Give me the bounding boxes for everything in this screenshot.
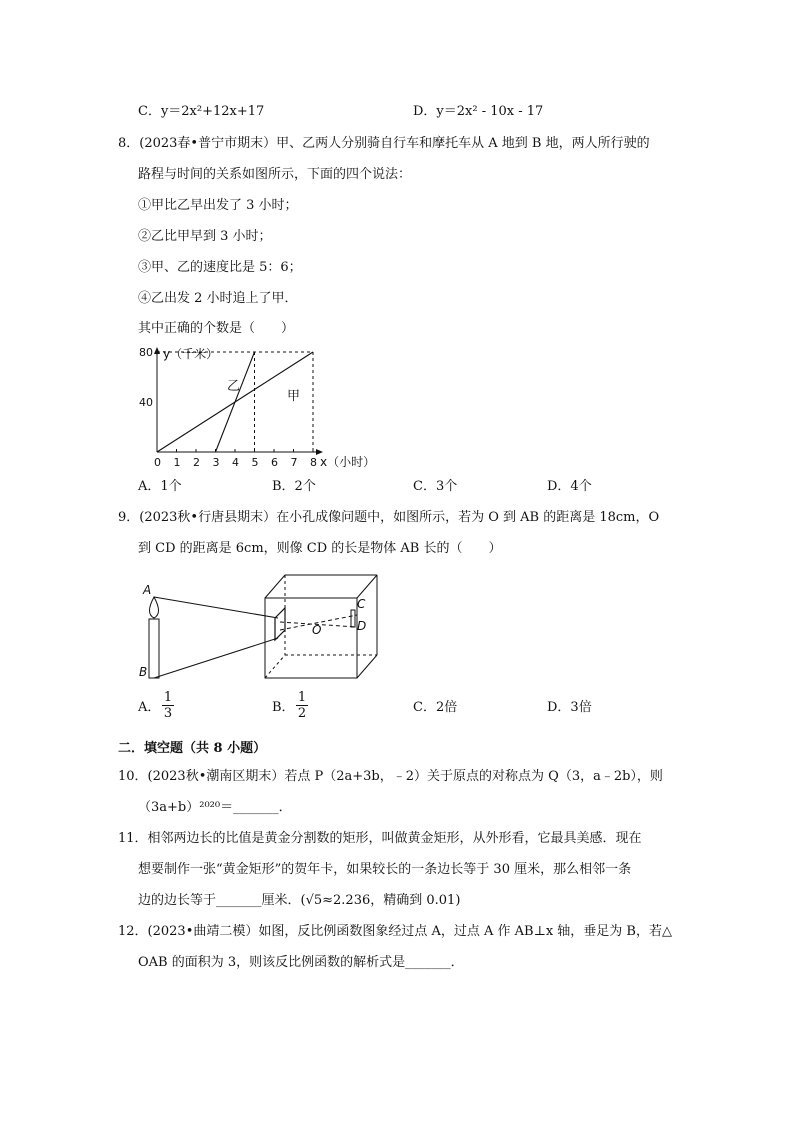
x-tick-label: 0	[154, 456, 161, 469]
x-tick-label: 8	[310, 456, 317, 469]
label-d: D	[357, 619, 367, 633]
section-fill-in-title: 二．填空题（共 8 小题）	[118, 741, 267, 756]
q9-option-a-fraction	[162, 690, 174, 721]
q7-option-c: C．y＝2x²+12x+17	[138, 104, 265, 119]
x-axis-label: x（小时）	[320, 455, 376, 469]
q11-stem-line2: 想要制作一张“黄金矩形”的贺年卡，如果较长的一条边长等于 30 厘米，那么相邻一条	[138, 862, 632, 877]
q11-stem-line3: 边的边长等于_______厘米．(√5≈2.236，精确到 0.01)	[138, 893, 461, 908]
q9-option-b-denominator: 2	[297, 706, 307, 721]
series-label-jia: 甲	[287, 389, 301, 404]
q12-stem-line1: 12．(2023•曲靖二模）如图，反比例函数图象经过点 A，过点 A 作 AB⊥x 轴，垂足为 B，若△	[118, 924, 672, 939]
x-tick-label: 1	[173, 456, 181, 469]
q8-option-c: C．3个	[413, 479, 458, 494]
candle-body	[149, 619, 159, 678]
ray-bottom	[154, 638, 278, 678]
q11-stem-line1: 11．相邻两边长的比值是黄金分割数的矩形，叫做黄金矩形，从外形看，它最具美感．现在	[118, 831, 642, 846]
q9-option-b-prefix: B．	[272, 700, 295, 715]
q8-stem-line1: 8．(2023春•普宁市期末）甲、乙两人分别骑自行车和摩托车从 A 地到 B 地，两人所行驶的	[118, 136, 650, 151]
q9-option-a-prefix: A．	[138, 700, 161, 715]
image-cd	[351, 610, 355, 627]
q9-stem-line1: 9．(2023秋•行唐县期末）在小孔成像问题中，如图所示，若为 O 到 AB 的距离是 18cm，O	[118, 510, 660, 525]
x-tick-label: 2	[193, 456, 200, 469]
pinhole-camera-diagram	[135, 570, 385, 685]
y-axis-label: y（千米）	[163, 347, 219, 361]
q9-option-b-fraction	[296, 690, 308, 721]
candle-flame	[150, 597, 159, 618]
x-tick-label: 3	[212, 456, 220, 469]
label-b: B	[139, 665, 148, 679]
q10-stem-line1: 10．(2023秋•潮南区期末）若点 P（2a+3b，﹣2）关于原点的对称点为 Q（3，a﹣2b），则	[118, 769, 663, 784]
q9-option-d: D．3倍	[547, 700, 592, 715]
q9-option-a-denominator: 3	[163, 706, 173, 721]
box-front	[265, 598, 357, 678]
y-tick-label: 80	[139, 346, 153, 359]
series-label-yi: 乙	[227, 379, 241, 394]
distance-time-chart	[130, 340, 400, 475]
q8-statement-4: ④乙出发 2 小时追上了甲．	[138, 291, 298, 306]
q10-stem-line2: （3a+b）²⁰²⁰＝_______．	[138, 800, 292, 815]
x-tick-label: 6	[271, 456, 278, 469]
x-tick-label: 4	[232, 456, 239, 469]
pinhole-plate	[275, 608, 285, 640]
q9-option-a-numerator: 1	[163, 690, 173, 705]
q8-question: 其中正确的个数是（ ）	[138, 321, 295, 336]
q8-statement-1: ①甲比乙早出发了 3 小时；	[138, 198, 298, 213]
x-tick-label: 5	[251, 456, 259, 469]
q8-statement-2: ②乙比甲早到 3 小时；	[138, 229, 272, 244]
q8-option-b: B．2个	[272, 479, 316, 494]
q9-option-b-numerator: 1	[297, 690, 307, 705]
q9-stem-line2: 到 CD 的距离是 6cm，则像 CD 的长是物体 AB 长的（ ）	[138, 541, 502, 556]
q8-option-d: D．4个	[547, 479, 592, 494]
q8-stem-line2: 路程与时间的关系如图所示，下面的四个说法：	[138, 167, 412, 182]
y-tick-label: 40	[139, 396, 153, 409]
x-tick-label: 7	[290, 456, 298, 469]
q7-option-d: D．y＝2x² - 10x - 17	[413, 104, 544, 119]
label-a: A	[143, 583, 152, 597]
label-o: O	[312, 623, 322, 637]
series-line-yi	[216, 352, 255, 452]
q8-statement-3: ③甲、乙的速度比是 5：6；	[138, 260, 302, 275]
y-axis-arrow	[154, 347, 160, 354]
q9-option-c: C．2倍	[413, 700, 458, 715]
ray-top	[154, 597, 278, 618]
q12-stem-line2: OAB 的面积为 3，则该反比例函数的解析式是_______．	[138, 955, 464, 970]
label-c: C	[357, 597, 366, 611]
q8-option-a: A．1个	[138, 479, 182, 494]
